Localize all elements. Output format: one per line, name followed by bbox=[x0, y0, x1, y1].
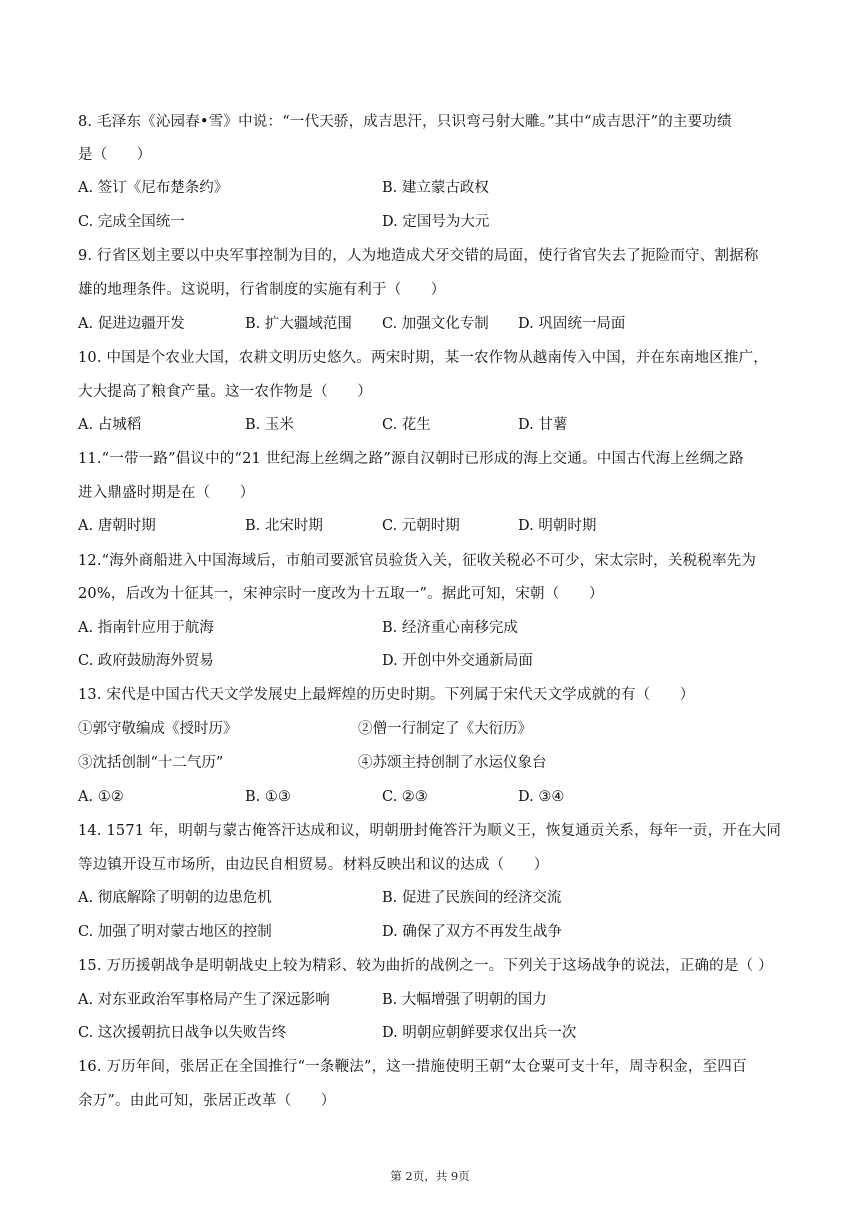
question-13-line-1: 13. 宋代是中国古代天文学发展史上最辉煌的历史时期。下列属于宋代天文学成就的有（ ） bbox=[78, 687, 695, 703]
question-14-option-c: C. 加强了明对蒙古地区的控制 bbox=[78, 924, 272, 940]
question-14-option-d: D. 确保了双方不再发生战争 bbox=[382, 924, 562, 940]
page-number-footer: 第 2页，共 9页 bbox=[390, 1169, 470, 1183]
question-15-option-a: A. 对东亚政治军事格局产生了深远影响 bbox=[78, 992, 330, 1008]
question-16-line-1: 16. 万历年间，张居正在全国推行“一条鞭法”，这一措施使明王朝“太仓粟可支十年，周寺积金，至四百 bbox=[78, 1059, 747, 1075]
question-12-line-2: 20%，后改为十征其一，宋神宗时一度改为十五取一”。据此可知，宋朝（ ） bbox=[78, 586, 604, 602]
question-13-option-b: B. ①③ bbox=[245, 789, 291, 805]
question-8-option-a: A. 签订《尼布楚条约》 bbox=[78, 180, 229, 196]
question-10-option-d: D. 甘薯 bbox=[518, 417, 568, 433]
question-15-option-c: C. 这次援朝抗日战争以失败告终 bbox=[78, 1025, 287, 1041]
question-8-option-b: B. 建立蒙古政权 bbox=[382, 180, 489, 196]
question-13-item-4: ④苏颂主持创制了水运仪象台 bbox=[358, 755, 547, 771]
question-11-option-b: B. 北宋时期 bbox=[245, 518, 323, 534]
question-13-item-1: ①郭守敬编成《授时历》 bbox=[78, 721, 238, 737]
question-9-option-c: C. 加强文化专制 bbox=[382, 316, 489, 332]
question-13-item-2: ②僧一行制定了《大衍历》 bbox=[358, 721, 532, 737]
question-11-option-a: A. 唐朝时期 bbox=[78, 518, 156, 534]
question-9-option-a: A. 促进边疆开发 bbox=[78, 316, 185, 332]
question-14-option-a: A. 彻底解除了明朝的边患危机 bbox=[78, 890, 272, 906]
question-9-line-2: 雄的地理条件。这说明，行省制度的实施有利于（ ） bbox=[78, 282, 446, 298]
question-9-option-b: B. 扩大疆域范围 bbox=[245, 316, 352, 332]
question-13-option-d: D. ③④ bbox=[518, 789, 565, 805]
question-12-option-a: A. 指南针应用于航海 bbox=[78, 620, 214, 636]
question-11-line-1: 11.“一带一路”倡议中的“21 世纪海上丝绸之路”源自汉朝时已形成的海上交通。中国古代海上丝绸之路 bbox=[78, 451, 744, 467]
question-8-option-d: D. 定国号为大元 bbox=[382, 214, 490, 230]
question-10-option-a: A. 占城稻 bbox=[78, 417, 142, 433]
question-10-line-2: 大大提高了粮食产量。这一农作物是（ ） bbox=[78, 384, 372, 400]
question-16-line-2: 余万”。由此可知，张居正改革（ ） bbox=[78, 1093, 336, 1109]
question-8-line-2: 是（ ） bbox=[78, 147, 152, 163]
question-9-line-1: 9. 行省区划主要以中央军事控制为目的，人为地造成犬牙交错的局面，使行省官失去了扼险而守、割据称 bbox=[78, 248, 759, 264]
question-14-option-b: B. 促进了民族间的经济交流 bbox=[382, 890, 562, 906]
question-12-line-1: 12.“海外商船进入中国海域后，市舶司要派官员验货入关，征收关税必不可少，宋太宗时，关税税率先为 bbox=[78, 553, 757, 569]
question-15-line-1: 15. 万历援朝战争是明朝战史上较为精彩、较为曲折的战例之一。下列关于这场战争的说法，正确的是（ ） bbox=[78, 958, 773, 974]
question-10-option-c: C. 花生 bbox=[382, 417, 431, 433]
question-10-option-b: B. 玉米 bbox=[245, 417, 294, 433]
question-13-option-a: A. ①② bbox=[78, 789, 124, 805]
question-8-line-1: 8. 毛泽东《沁园春•雪》中说：“一代天骄，成吉思汗，只识弯弓射大雕。”其中“成吉思汗”的主要功绩 bbox=[78, 114, 732, 130]
question-11-option-c: C. 元朝时期 bbox=[382, 518, 460, 534]
question-10-line-1: 10. 中国是个农业大国，农耕文明历史悠久。两宋时期，某一农作物从越南传入中国，并在东南地区推广， bbox=[78, 350, 768, 366]
question-15-option-d: D. 明朝应朝鲜要求仅出兵一次 bbox=[382, 1025, 577, 1041]
question-15-option-b: B. 大幅增强了明朝的国力 bbox=[382, 992, 547, 1008]
question-9-option-d: D. 巩固统一局面 bbox=[518, 316, 626, 332]
question-13-option-c: C. ②③ bbox=[382, 789, 428, 805]
question-13-item-3: ③沈括创制“十二气历” bbox=[78, 755, 224, 771]
question-12-option-d: D. 开创中外交通新局面 bbox=[382, 653, 533, 669]
question-14-line-1: 14. 1571 年，明朝与蒙古俺答汗达成和议，明朝册封俺答汗为顺义王，恢复通贡关系，每年一贡，开在大同 bbox=[78, 823, 782, 839]
question-11-line-2: 进入鼎盛时期是在（ ） bbox=[78, 485, 255, 501]
question-14-line-2: 等边镇开设互市场所，由边民自相贸易。材料反映出和议的达成（ ） bbox=[78, 857, 549, 873]
question-12-option-c: C. 政府鼓励海外贸易 bbox=[78, 653, 214, 669]
question-12-option-b: B. 经济重心南移完成 bbox=[382, 620, 518, 636]
question-8-option-c: C. 完成全国统一 bbox=[78, 214, 185, 230]
question-11-option-d: D. 明朝时期 bbox=[518, 518, 597, 534]
